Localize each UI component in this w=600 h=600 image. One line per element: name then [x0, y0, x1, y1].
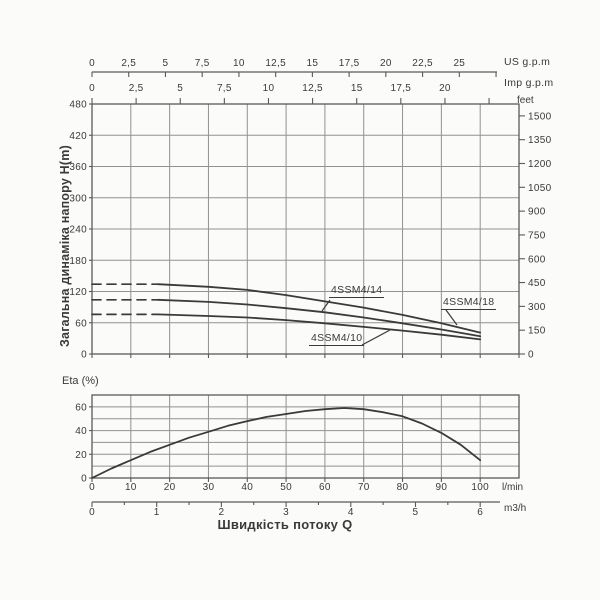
svg-text:1050: 1050: [528, 182, 552, 194]
svg-text:0: 0: [89, 482, 95, 493]
feet-axis-unit: feet: [517, 95, 534, 106]
svg-text:480: 480: [69, 99, 87, 111]
svg-text:1200: 1200: [528, 159, 552, 170]
svg-text:0: 0: [89, 83, 95, 94]
svg-text:2,5: 2,5: [128, 83, 144, 94]
svg-text:0: 0: [89, 507, 95, 518]
svg-text:5: 5: [412, 507, 419, 518]
svg-text:10: 10: [262, 83, 275, 94]
svg-text:0: 0: [81, 349, 87, 361]
svg-text:7,5: 7,5: [194, 58, 210, 69]
svg-text:6: 6: [477, 507, 484, 518]
svg-text:20: 20: [75, 449, 87, 461]
svg-text:10: 10: [124, 482, 137, 493]
svg-text:120: 120: [69, 287, 87, 298]
curve-label-4ssm4-18: 4SSM4/18: [443, 296, 495, 308]
svg-text:20: 20: [163, 482, 176, 493]
svg-text:100: 100: [471, 482, 489, 493]
svg-text:240: 240: [69, 224, 87, 236]
svg-text:30: 30: [202, 482, 215, 493]
svg-text:1350: 1350: [528, 135, 552, 147]
svg-text:25: 25: [453, 58, 466, 69]
svg-text:70: 70: [357, 482, 370, 493]
svg-text:40: 40: [75, 426, 87, 438]
svg-text:12,5: 12,5: [302, 83, 323, 94]
svg-text:12,5: 12,5: [265, 58, 286, 69]
svg-text:60: 60: [75, 402, 87, 414]
svg-text:300: 300: [528, 301, 546, 313]
svg-text:5: 5: [177, 83, 184, 94]
svg-text:17,5: 17,5: [390, 83, 412, 94]
svg-text:7,5: 7,5: [216, 83, 232, 94]
svg-text:2: 2: [218, 507, 225, 518]
svg-text:17,5: 17,5: [338, 58, 360, 69]
svg-text:360: 360: [69, 162, 87, 173]
svg-text:600: 600: [528, 254, 546, 266]
svg-text:1: 1: [153, 507, 160, 518]
svg-text:900: 900: [528, 206, 546, 218]
svg-text:60: 60: [319, 482, 331, 493]
svg-text:20: 20: [439, 83, 451, 94]
svg-text:22,5: 22,5: [412, 58, 433, 69]
svg-text:60: 60: [75, 318, 87, 330]
svg-text:90: 90: [435, 482, 448, 493]
svg-text:1500: 1500: [528, 111, 552, 123]
svg-text:20: 20: [379, 58, 392, 69]
svg-text:420: 420: [69, 130, 87, 142]
svg-text:10: 10: [233, 58, 245, 69]
svg-text:450: 450: [528, 278, 546, 290]
svg-text:3: 3: [283, 507, 290, 518]
curve-label-4ssm4-10: 4SSM4/10: [311, 332, 363, 344]
svg-text:180: 180: [69, 255, 87, 267]
head-axis-title: Загальна динаміка напору H(m): [58, 145, 72, 347]
svg-text:2,5: 2,5: [121, 58, 137, 69]
svg-text:15: 15: [306, 58, 319, 69]
svg-text:0: 0: [81, 473, 87, 485]
svg-text:4: 4: [347, 507, 354, 518]
svg-text:0: 0: [89, 58, 95, 69]
svg-text:150: 150: [528, 325, 546, 337]
svg-text:0: 0: [528, 349, 534, 361]
us-gpm-axis-unit: US g.p.m: [504, 56, 551, 68]
svg-text:750: 750: [528, 230, 546, 242]
svg-text:40: 40: [241, 482, 254, 493]
lmin-axis-unit: l/min: [502, 482, 524, 493]
svg-text:15: 15: [350, 83, 363, 94]
svg-text:50: 50: [280, 482, 292, 493]
curve-label-4ssm4-14: 4SSM4/14: [331, 284, 383, 296]
flow-axis-title: Швидкість потоку Q: [217, 517, 353, 532]
svg-text:300: 300: [69, 193, 87, 205]
eta-axis-title: Eta (%): [62, 375, 99, 387]
svg-text:5: 5: [162, 58, 169, 69]
imp-gpm-axis-unit: Imp g.p.m: [504, 77, 554, 89]
svg-text:80: 80: [396, 482, 409, 493]
m3h-axis-unit: m3/h: [504, 503, 527, 514]
